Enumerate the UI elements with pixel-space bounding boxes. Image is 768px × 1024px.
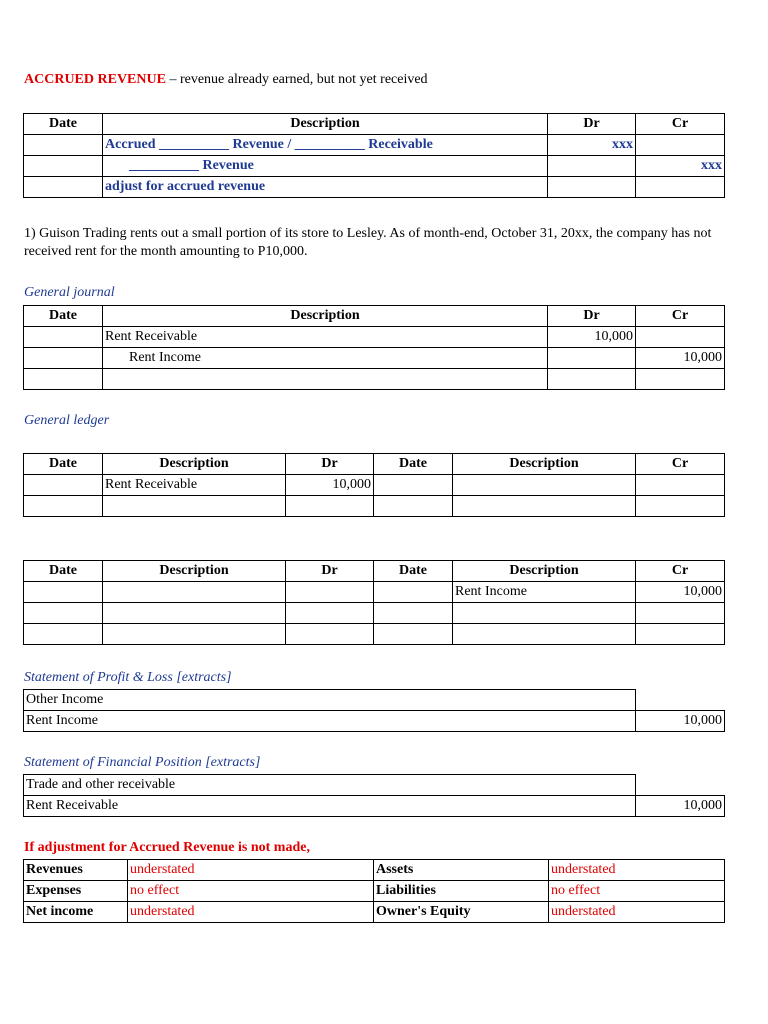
- col-date: Date: [24, 306, 103, 327]
- table-row: [24, 348, 725, 369]
- ledger1-desc: Rent Receivable: [103, 475, 286, 496]
- table-row: [24, 881, 725, 902]
- pnl-table: [23, 689, 725, 732]
- effect-label: Revenues: [24, 860, 128, 881]
- template-dr-value: xxx: [548, 135, 636, 156]
- journal-credit-account: Rent Income: [103, 348, 548, 369]
- col-date: Date: [374, 454, 453, 475]
- effect-value: understated: [549, 902, 725, 923]
- journal-debit-account: Rent Receivable: [103, 327, 548, 348]
- table-row: [24, 860, 725, 881]
- col-dr: Dr: [286, 561, 374, 582]
- sfp-table: [23, 774, 725, 817]
- col-description: Description: [103, 561, 286, 582]
- col-description: Description: [103, 454, 286, 475]
- heading-subtitle: – revenue already earned, but not yet received: [165, 72, 428, 87]
- effects-table: [23, 859, 725, 923]
- pnl-amount: 10,000: [636, 711, 725, 732]
- effect-label: Net income: [24, 902, 128, 923]
- col-dr: Dr: [548, 114, 636, 135]
- table-row: [24, 775, 725, 796]
- col-cr: Cr: [636, 561, 725, 582]
- effect-value: understated: [128, 860, 374, 881]
- ledger2-desc: Rent Income: [453, 582, 636, 603]
- sfp-label: Statement of Financial Position [extracts]: [24, 755, 261, 770]
- sfp-item: Rent Receivable: [24, 796, 636, 817]
- problem-text: 1) Guison Trading rents out a small portion of its store to Lesley. As of month-end, October 31, 20xx, the company has not received rent for the month amounting to P10,000.: [24, 226, 712, 259]
- ledger2-cr: 10,000: [636, 582, 725, 603]
- table-row: [24, 135, 725, 156]
- effect-label: Assets: [374, 860, 549, 881]
- table-row: [24, 369, 725, 390]
- table-row: [24, 796, 725, 817]
- journal-credit-amount: 10,000: [636, 348, 725, 369]
- journal-debit-amount: 10,000: [548, 327, 636, 348]
- col-dr: Dr: [286, 454, 374, 475]
- effect-value: no effect: [549, 881, 725, 902]
- table-header-row: [24, 561, 725, 582]
- heading-title: ACCRUED REVENUE: [24, 72, 166, 87]
- col-description: Description: [103, 306, 548, 327]
- table-row: [24, 711, 725, 732]
- sfp-group: Trade and other receivable: [24, 775, 636, 796]
- table-header-row: [24, 454, 725, 475]
- template-entry-table: [23, 113, 725, 198]
- ledger-rent-income: [23, 560, 725, 645]
- col-description: Description: [453, 561, 636, 582]
- table-row: [24, 177, 725, 198]
- effect-label: Expenses: [24, 881, 128, 902]
- col-cr: Cr: [636, 114, 725, 135]
- pnl-group: Other Income: [24, 690, 636, 711]
- table-row: [24, 475, 725, 496]
- col-description: Description: [103, 114, 548, 135]
- effect-label: Owner's Equity: [374, 902, 549, 923]
- sfp-amount: 10,000: [636, 796, 725, 817]
- table-row: [24, 327, 725, 348]
- col-description: Description: [453, 454, 636, 475]
- general-journal-table: [23, 305, 725, 390]
- effect-label: Liabilities: [374, 881, 549, 902]
- ledger-rent-receivable: [23, 453, 725, 517]
- col-date: Date: [374, 561, 453, 582]
- table-header-row: [24, 114, 725, 135]
- table-row: [24, 624, 725, 645]
- table-row: [24, 603, 725, 624]
- template-cr-value: xxx: [636, 156, 725, 177]
- effect-value: understated: [549, 860, 725, 881]
- ledger-label: General ledger: [24, 413, 110, 428]
- template-debit-desc: Accrued __________ Revenue / __________ Receivable: [103, 135, 548, 156]
- table-row: [24, 496, 725, 517]
- pnl-label: Statement of Profit & Loss [extracts]: [24, 670, 232, 685]
- col-date: Date: [24, 454, 103, 475]
- pnl-item: Rent Income: [24, 711, 636, 732]
- effects-title: If adjustment for Accrued Revenue is not made,: [24, 840, 310, 855]
- table-row: [24, 156, 725, 177]
- effect-value: no effect: [128, 881, 374, 902]
- effect-value: understated: [128, 902, 374, 923]
- col-date: Date: [24, 561, 103, 582]
- ledger1-dr: 10,000: [286, 475, 374, 496]
- col-cr: Cr: [636, 306, 725, 327]
- table-row: [24, 690, 725, 711]
- table-header-row: [24, 306, 725, 327]
- template-narration: adjust for accrued revenue: [103, 177, 548, 198]
- table-row: [24, 582, 725, 603]
- table-row: [24, 902, 725, 923]
- col-cr: Cr: [636, 454, 725, 475]
- col-date: Date: [24, 114, 103, 135]
- journal-label: General journal: [24, 285, 115, 300]
- page-heading: [24, 72, 428, 88]
- col-dr: Dr: [548, 306, 636, 327]
- template-credit-desc: __________ Revenue: [103, 156, 548, 177]
